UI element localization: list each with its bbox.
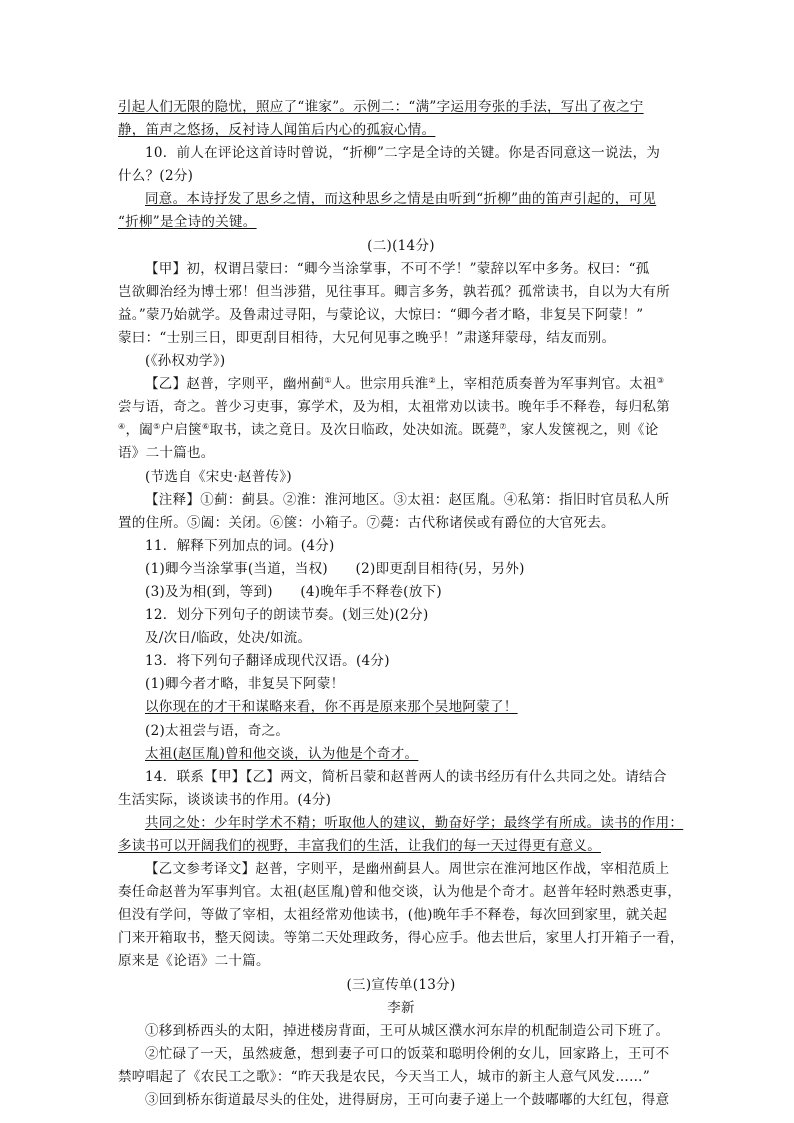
section-2-title: (二)(14分): [367, 237, 435, 254]
answer-10-line-1: 同意。本诗抒发了思乡之情，而这种思乡之情是由听到“折柳”曲的笛声引起的，可见: [145, 191, 657, 208]
question-13-sentence-2: (2)太祖尝与语，奇之。: [145, 722, 290, 739]
story-paragraph-3: ③回到桥东街道最尽头的住处，进得厨房，王可向妻子递上一个鼓嘟嘟的大红包，得意: [145, 1092, 670, 1109]
notes-line-1: 【注释】①蓟：蓟县。②淮：淮河地区。③太祖：赵匡胤。④私第：指旧时官员私人所: [145, 491, 670, 508]
passage-jia-line-3: 益。”蒙乃始就学。及鲁肃过寻阳，与蒙论议，大惊曰：“卿今者才略，非复吴下阿蒙！”: [118, 306, 644, 323]
question-12-answer: 及/次日/临政，处决/如流。: [145, 630, 312, 647]
question-14-answer-1: 共同之处：少年时学术不精；听取他人的建议，勤奋好学；最终学有所成。读书的作用：: [145, 814, 684, 831]
footnote-2: ②: [428, 376, 436, 386]
question-13-answer-2: 太祖(赵匡胤)曾和他交谈，认为他是个奇才。: [145, 745, 419, 762]
translation-line-5: 原来是《论语》二十篇。: [118, 953, 270, 970]
passage-jia-line-4: 蒙曰：“士别三日，即更刮目相待，大兄何见事之晚乎！”肃遂拜蒙母，结友而别。: [118, 329, 616, 346]
footnote-7: ⑦: [499, 422, 507, 432]
answer-9-line-2: 静，笛声之悠扬，反衬诗人闻笛后内心的孤寂心情。: [118, 122, 436, 139]
section-3-title: (三)宣传单(13分): [346, 976, 456, 993]
passage-yi-source: (节选自《宋史·赵普传》): [145, 468, 292, 485]
passage-yi-line-4: 语》二十篇也。: [118, 445, 215, 462]
translation-line-2: 奏任命赵普为军事判官。太祖(赵匡胤)曾和他交谈，认为他是个奇才。赵普年轻时熟悉吏事，: [118, 884, 682, 901]
story-paragraph-2-line-1: ②忙碌了一天，虽然疲惫，想到妻子可口的饭菜和聪明伶俐的女儿，回家路上，王可不: [145, 1045, 670, 1062]
footnote-6: ⑥: [201, 422, 210, 432]
question-13-sentence-1: (1)卿今者才略，非复吴下阿蒙！: [145, 676, 345, 693]
passage-yi-line-2: 尝与语，奇之。普少习吏事，寡学术，及为相，太祖常劝以读书。晚年手不释卷，每归私第: [118, 399, 670, 416]
footnote-3: ③: [656, 376, 665, 386]
story-paragraph-2-line-2: 禁哼唱起了《农民工之歌》：“昨天我是农民，今天当工人，城市的新主人意气风发……”: [118, 1068, 651, 1085]
question-13-answer-1: 以你现在的才干和谋略来看，你不再是原来那个吴地阿蒙了！: [145, 699, 518, 716]
section-3-author: 李新: [387, 999, 415, 1016]
passage-jia-source: (《孙权劝学》): [145, 353, 226, 370]
question-14-line-1: 14．联系【甲】【乙】两文，简析吕蒙和赵普两人的读书经历有什么共同之处。请结合: [145, 768, 667, 785]
passage-jia-line-1: 【甲】初，权谓吕蒙曰：“卿今当涂掌事，不可不学！”蒙辞以军中多务。权曰：“孤: [145, 260, 650, 277]
passage-jia-line-2: 岂欲卿治经为博士邪！但当涉猎，见往事耳。卿言多务，孰若孤？孤常读书，自以为大有所: [118, 283, 670, 300]
question-11-line-1: (1)卿今当涂掌事(当道，当权) (2)即更刮目相待(另，另外): [145, 560, 525, 577]
answer-10-line-2: “折柳”是全诗的关键。: [118, 214, 257, 231]
question-11-stem: 11．解释下列加点的词。(4分): [145, 537, 335, 554]
translation-line-4: 门来开箱取书，整天阅读。等第二天处理政务，得心应手。他去世后，家里人打开箱子一看，: [118, 930, 684, 947]
question-14-line-2: 生活实际，谈谈读书的作用。(4分): [118, 791, 332, 808]
footnote-4: ④: [118, 422, 126, 432]
passage-yi-line-3: ④，阖⑤户启箧⑥取书，读之竟日。及次日临政，处决如流。既薨⑦，家人发箧视之，则《论: [118, 422, 659, 439]
question-12-stem: 12．划分下列句子的朗读节奏。(划三处)(2分): [145, 607, 429, 624]
story-paragraph-1: ①移到桥西头的太阳，掉进楼房背面，王可从城区濮水河东岸的机配制造公司下班了。: [145, 1022, 670, 1039]
question-11-line-2: (3)及为相(到，等到) (4)晚年手不释卷(放下): [145, 583, 442, 600]
passage-yi-line-1: 【乙】赵普，字则平，幽州蓟①人。世宗用兵淮②上，宰相范质奏普为军事判官。太祖③: [145, 376, 665, 393]
question-10-line-1: 10．前人在评论这首诗时曾说，“折柳”二字是全诗的关键。你是否同意这一说法，为: [145, 145, 661, 162]
document-page: [118, 96, 684, 1112]
question-10-line-2: 什么？(2分): [118, 168, 194, 185]
footnote-1: ①: [324, 376, 332, 386]
translation-line-3: 但没有学问，等做了宰相，太祖经常劝他读书，(他)晚年手不释卷，每次回到家里，就关起: [118, 907, 668, 924]
notes-line-2: 置的住所。⑤阖：关闭。⑥箧：小箱子。⑦薨：古代称诸侯或有爵位的大官死去。: [118, 514, 615, 531]
question-13-stem: 13．将下列句子翻译成现代汉语。(4分): [145, 653, 390, 670]
translation-line-1: 【乙文参考译文】赵普，字则平，是幽州蓟县人。周世宗在淮河地区作战，宰相范质上: [145, 861, 670, 878]
answer-9-line-1: 引起人们无限的隐忧，照应了“谁家”。示例二：“满”字运用夸张的手法，写出了夜之宁: [118, 99, 644, 115]
question-14-answer-2: 多读书可以开阔我们的视野，丰富我们的生活，让我们的每一天过得更有意义。: [118, 838, 601, 854]
footnote-5: ⑤: [153, 422, 161, 432]
